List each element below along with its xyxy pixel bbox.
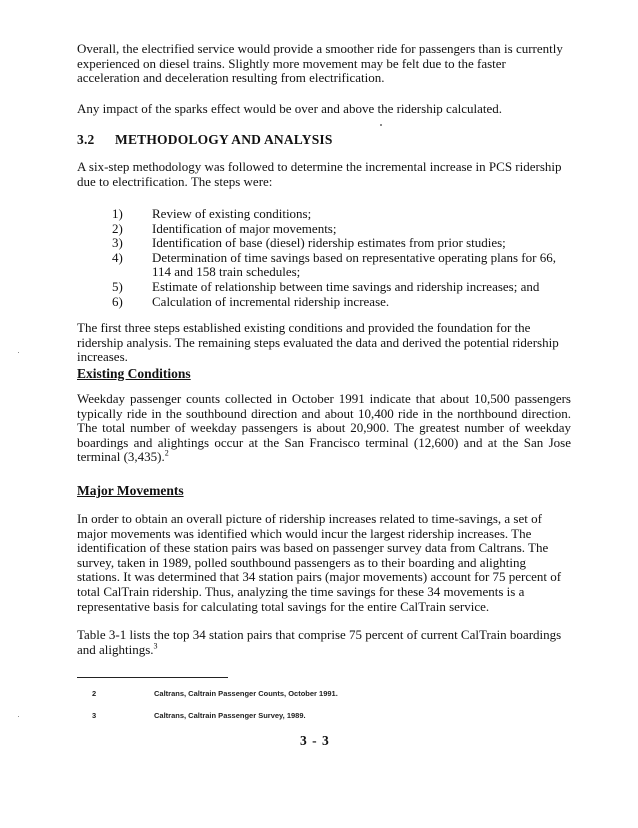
scan-speck [380, 124, 382, 126]
methodology-intro-paragraph: A six-step methodology was followed to determine the incremental increase in PCS ridership due to electrification. The steps were: [77, 159, 562, 189]
footnote [92, 689, 338, 698]
major-movements-heading: Major Movements [77, 483, 184, 498]
existing-conditions-text: Weekday passenger counts collected in October 1991 indicate that about 10,500 passengers typically ride in the southbound direction and about 10,400 ride in the northbound direction. The total number of weekday passengers is about 20,900. The greatest number of weekday boardings and alightings occur at the San Francisco terminal (12,600) and at the San Jose terminal (3,435). [77, 391, 571, 465]
step-number: 4) [112, 249, 123, 265]
footnote-divider [77, 677, 228, 678]
step-text: Estimate of relationship between time savings and ridership increases; and [152, 278, 540, 294]
step-number: 2) [112, 220, 123, 236]
section-title: METHODOLOGY AND ANALYSIS [115, 132, 333, 147]
intro-paragraph: Overall, the electrified service would provide a smoother ride for passengers than is currently experienced on diesel trains. Slightly more movement may be felt due to the faster acceleration and deceleration resulting from electrification. [77, 41, 563, 86]
step-text: Identification of major movements; [152, 220, 337, 236]
list-item [112, 280, 572, 295]
list-item [112, 251, 572, 280]
step-text: Calculation of incremental ridership increase. [152, 293, 390, 309]
list-item [112, 295, 572, 310]
footnote-text: Caltrans, Caltrain Passenger Survey, 1989. [154, 711, 306, 720]
section-number: 3.2 [77, 132, 95, 147]
methodology-steps-list [112, 207, 572, 309]
section-heading [77, 132, 333, 148]
step-text: Identification of base (diesel) ridership estimates from prior studies; [152, 235, 506, 251]
step-number: 6) [112, 293, 123, 309]
list-item [112, 236, 572, 251]
footnote-ref-3: 3 [153, 641, 158, 651]
existing-conditions-heading: Existing Conditions [77, 366, 191, 381]
step-text: Determination of time savings based on representative operating plans for 66, 114 and 158 train schedules; [152, 249, 556, 280]
footnote-mark: 2 [92, 689, 97, 698]
sparks-effect-paragraph: Any impact of the sparks effect would be over and above the ridership calculated. [77, 101, 502, 116]
step-number: 5) [112, 278, 123, 294]
step-text: Review of existing conditions; [152, 206, 312, 221]
major-movements-paragraph: In order to obtain an overall picture of ridership increases related to time-savings, a set of major movements was identified which would incur the largest ridership increases. The identification of these station pairs was based on passenger survey data from Caltrans. The survey, taken in 1989, polled southbound passengers as to their boarding and alighting stations. It was determined that 34 station pairs (major movements) account for 75 percent of total CalTrain ridership. Thus, analyzing the time savings for these 34 movements is a representative basis for calculating total savings for the entire CalTrain service. [77, 511, 562, 614]
existing-conditions-paragraph [77, 392, 571, 465]
footnote-mark: 3 [92, 711, 97, 720]
page-number: 3 - 3 [300, 733, 330, 748]
steps-summary-paragraph: The first three steps established existing conditions and provided the foundation for the ridership analysis. The remaining steps evaluated the data and derived the potential ridership increases. [77, 320, 559, 365]
list-item [112, 207, 572, 222]
list-item [112, 222, 572, 237]
step-number: 1) [112, 206, 123, 221]
footnote-text: Caltrans, Caltrain Passenger Counts, October 1991. [154, 689, 338, 698]
scan-speck [18, 716, 19, 717]
footnote [92, 711, 306, 720]
scan-speck [18, 352, 19, 353]
footnote-ref-2: 2 [164, 449, 169, 459]
table-reference-paragraph [77, 628, 571, 657]
step-number: 3) [112, 235, 123, 251]
table-reference-text: Table 3-1 lists the top 34 station pairs that comprise 75 percent of current CalTrain boardings and alightings. [77, 627, 562, 657]
